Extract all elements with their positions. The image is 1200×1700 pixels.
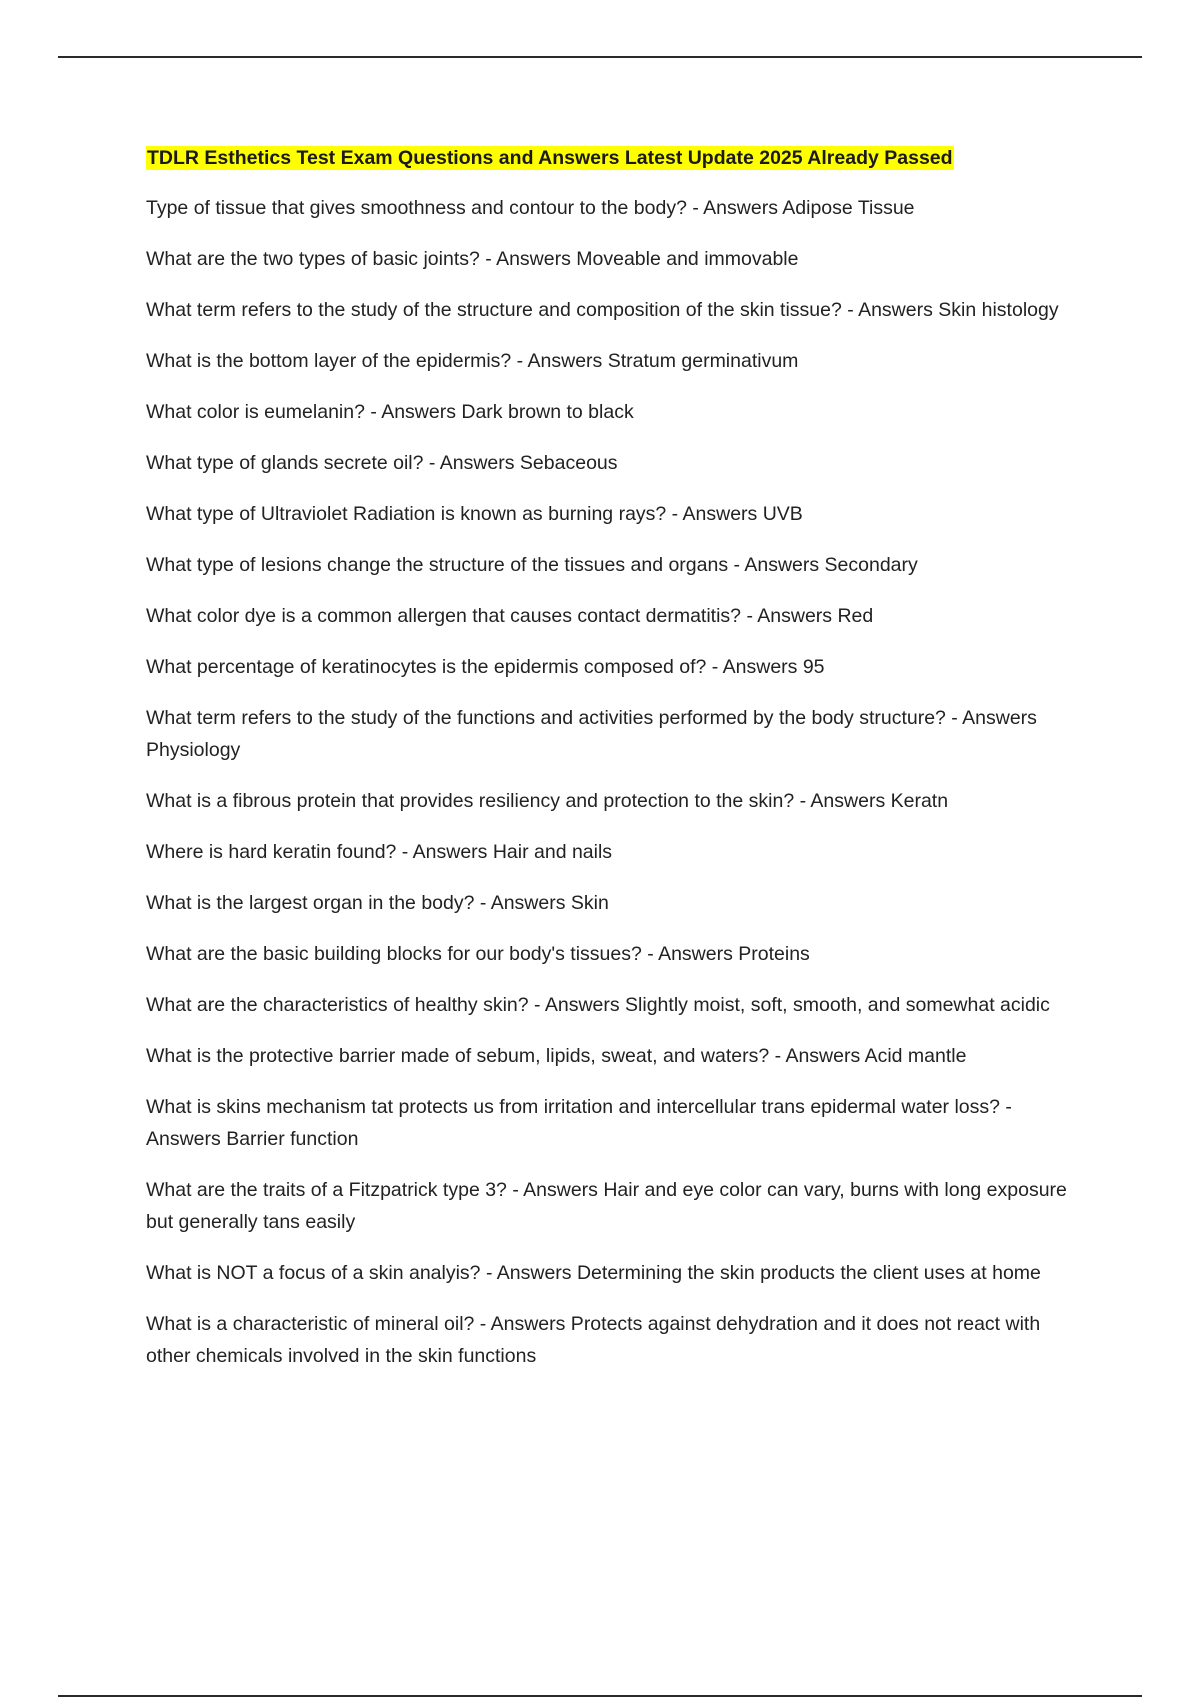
qa-item: What are the two types of basic joints? - Answers Moveable and immovable <box>146 248 799 270</box>
qa-item: What is the bottom layer of the epidermis? - Answers Stratum germinativum <box>146 350 799 372</box>
qa-item: Where is hard keratin found? - Answers Hair and nails <box>146 841 613 863</box>
qa-item: What is a characteristic of mineral oil? - Answers Protects against dehydration and it does not react with other chemicals involved in the skin functions <box>146 1313 1041 1367</box>
qa-item: What is NOT a focus of a skin analyis? - Answers Determining the skin products the client uses at home <box>146 1262 1041 1284</box>
qa-item: Type of tissue that gives smoothness and contour to the body? - Answers Adipose Tissue <box>146 197 915 219</box>
qa-item: What color is eumelanin? - Answers Dark brown to black <box>146 401 634 423</box>
qa-item: What term refers to the study of the structure and composition of the skin tissue? - Answers Skin histology <box>146 299 1059 321</box>
qa-item: What type of glands secrete oil? - Answers Sebaceous <box>146 452 618 474</box>
footer-rule <box>58 1695 1142 1697</box>
qa-item: What are the traits of a Fitzpatrick type 3? - Answers Hair and eye color can vary, burns with long exposure but generally tans easily <box>146 1179 1067 1233</box>
qa-item: What are the basic building blocks for our body's tissues? - Answers Proteins <box>146 943 810 965</box>
document-page <box>146 143 1090 1391</box>
qa-item: What type of Ultraviolet Radiation is known as burning rays? - Answers UVB <box>146 503 803 525</box>
qa-item: What type of lesions change the structure of the tissues and organs - Answers Secondary <box>146 554 918 576</box>
qa-item: What is a fibrous protein that provides resiliency and protection to the skin? - Answers Keratn <box>146 790 949 812</box>
header-rule <box>58 56 1142 58</box>
qa-item: What is skins mechanism tat protects us from irritation and intercellular trans epidermal water loss? - Answers Barrier function <box>146 1096 1012 1150</box>
qa-item: What color dye is a common allergen that causes contact dermatitis? - Answers Red <box>146 605 874 627</box>
document-title: TDLR Esthetics Test Exam Questions and Answers Latest Update 2025 Already Passed <box>147 147 953 169</box>
qa-item: What are the characteristics of healthy skin? - Answers Slightly moist, soft, smooth, and somewhat acidic <box>146 994 1050 1016</box>
qa-item: What percentage of keratinocytes is the epidermis composed of? - Answers 95 <box>146 656 825 678</box>
title-block <box>146 143 1090 175</box>
qa-item: What is the largest organ in the body? - Answers Skin <box>146 892 609 914</box>
qa-item: What is the protective barrier made of sebum, lipids, sweat, and waters? - Answers Acid mantle <box>146 1045 967 1067</box>
qa-item: What term refers to the study of the functions and activities performed by the body structure? - Answers Physiology <box>146 707 1037 761</box>
